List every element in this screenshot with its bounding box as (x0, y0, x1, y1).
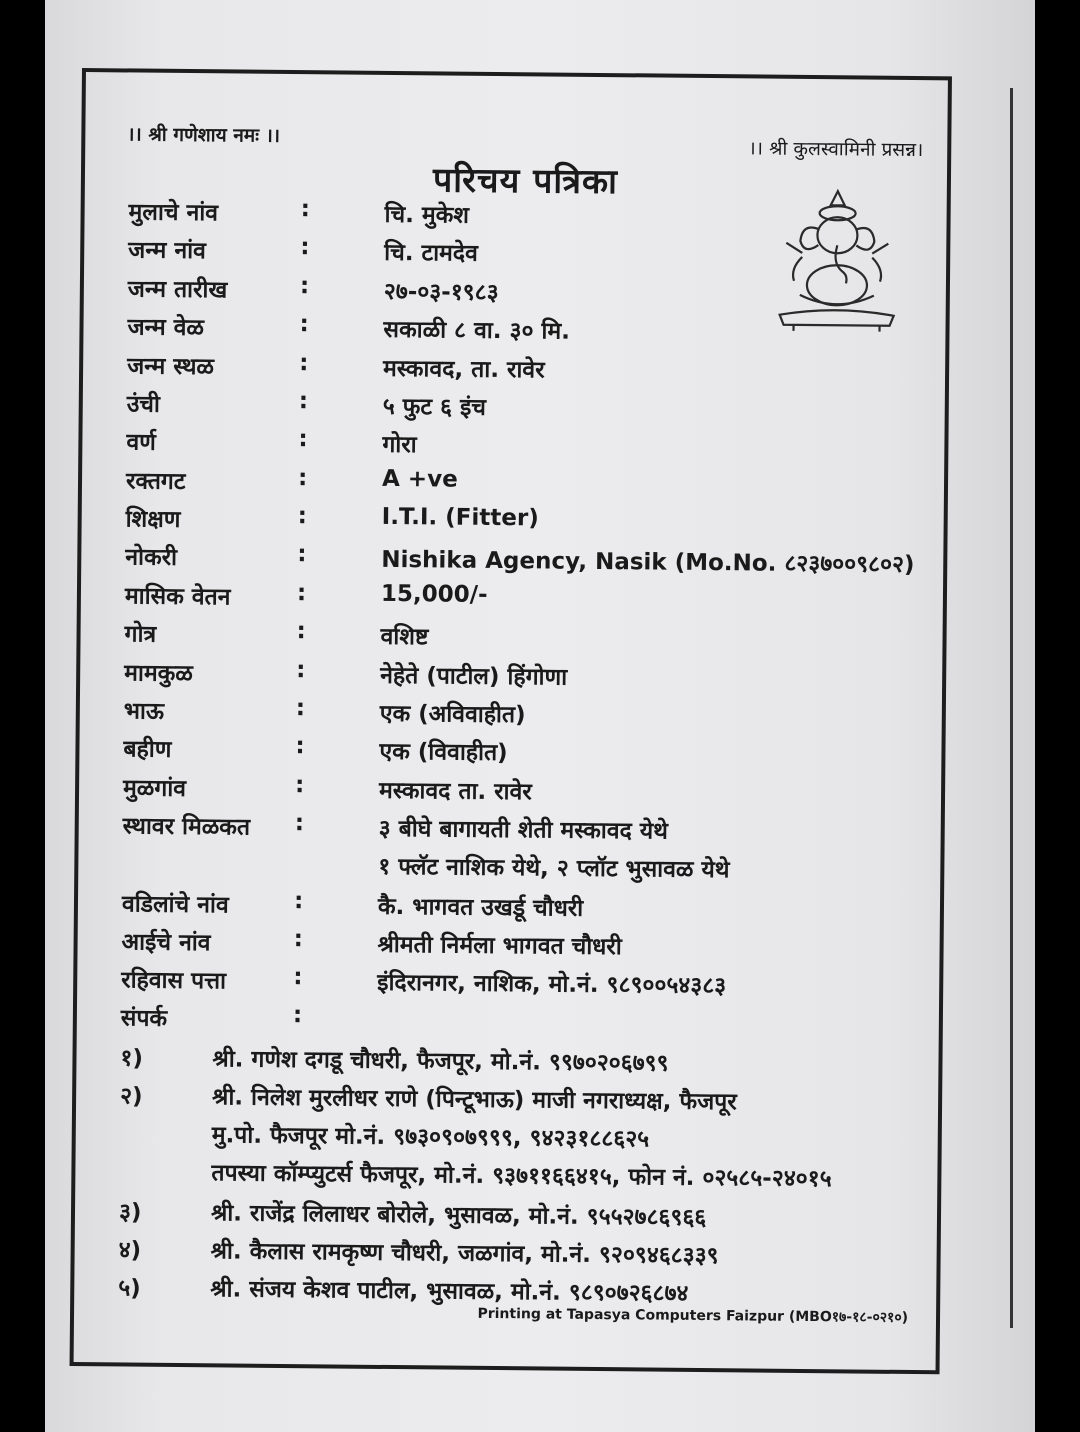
row-value: नेहेते (पाटील) हिंगोणा (380, 662, 568, 691)
colon: : (299, 350, 309, 377)
row-label: मासिक वेतन (124, 583, 231, 611)
page-title: परिचय पत्रिका (432, 160, 619, 203)
row-label: वर्ण (126, 429, 156, 456)
row-value: ५ फुट ६ इंच (382, 393, 487, 421)
row-label: बहीण (123, 736, 172, 763)
colon: : (297, 541, 307, 568)
contact-number: २) (120, 1083, 143, 1110)
colon: : (299, 311, 309, 338)
row-value: २७-०३-१९८३ (383, 278, 499, 307)
ganesha-icon (771, 183, 902, 334)
colon: : (293, 964, 303, 991)
contact-number: १) (120, 1045, 144, 1072)
row-value: 15,000/- (380, 580, 488, 608)
colon: : (295, 733, 305, 760)
colon: : (293, 888, 304, 915)
row-label: वडिलांचे नांव (121, 891, 229, 919)
row-value: सकाळी ८ वा. ३० मि. (383, 316, 571, 345)
row-label: गोत्र (124, 621, 157, 648)
row-value: चि. टामदेव (384, 239, 478, 267)
row-label: भाऊ (123, 698, 165, 725)
row-label: जन्म स्थळ (127, 353, 215, 381)
row-label: मामकुळ (124, 660, 193, 688)
colon: : (298, 388, 309, 415)
row-value: मस्कावद ता. रावेर (378, 777, 532, 806)
row-label: आईचे नांव (121, 929, 211, 957)
row-label: शिक्षण (125, 506, 181, 533)
blessing-right: ।। श्री कुलस्वामिनी प्रसन्न। (748, 137, 924, 162)
row-label: रहिवास पत्ता (121, 967, 227, 995)
row-value: वशिष्ट (380, 623, 429, 651)
row-label: रक्तगट (125, 468, 186, 496)
colon: : (300, 234, 310, 261)
colon: : (296, 580, 307, 607)
adjacent-page-edge (1010, 88, 1013, 1328)
row-value: कै. भागवत उखर्डू चौधरी (377, 893, 584, 922)
colon: : (296, 618, 306, 645)
colon: : (298, 426, 308, 453)
row-value: एक (अविवाहीत) (379, 700, 526, 729)
contact-number: ४) (118, 1237, 142, 1264)
contact-text: श्री. गणेश दगडू चौधरी, फैजपूर, मो.नं. ९९७०२०६७९९ (212, 1046, 669, 1077)
contact-number: ३) (118, 1199, 142, 1226)
colon: : (292, 1002, 303, 1029)
row-value: गोरा (382, 431, 417, 459)
row-label: नोकरी (125, 544, 178, 571)
row-label: जन्म वेळ (127, 314, 205, 342)
colon: : (295, 695, 306, 722)
row-label: जन्म तारीख (127, 276, 228, 304)
colon: : (297, 465, 308, 492)
row-label: स्थावर मिळकत (122, 813, 251, 841)
contact-text: श्री. राजेंद्र लिलाधर बोरोले, भुसावळ, मो.नं. ९५५२७८६९६६ (210, 1200, 707, 1232)
row-value: ३ बीघे बागायती शेती मस्कावद येथे (378, 815, 668, 845)
row-value: श्रीमती निर्मला भागवत चौधरी (377, 931, 622, 961)
contact-text: श्री. निलेश मुरलीधर राणे (पिन्टूभाऊ) माजी नगराध्यक्ष, फैजपूर (212, 1084, 737, 1116)
colon: : (294, 810, 305, 837)
row-label: मुळगांव (122, 775, 187, 803)
contact-number: ५) (118, 1275, 141, 1302)
row-value: चि. मुकेश (384, 201, 470, 229)
row-value: I.T.I. (Fitter) (381, 503, 539, 532)
row-value: एक (विवाहीत) (379, 738, 508, 767)
colon: : (296, 657, 306, 684)
blessing-left: ।। श्री गणेशाय नमः ।। (127, 123, 281, 147)
row-label: उंची (126, 391, 161, 418)
contact-text: श्री. कैलास रामकृष्ण चौधरी, जळगांव, मो.नं. ९२०९४६८३३९ (210, 1238, 719, 1270)
row-value: Nishika Agency, Nasik (Mo.No. ८२३७००९८०२) (381, 546, 915, 579)
row-value-continued: १ फ्लॅट नाशिक येथे, २ प्लॉट भुसावळ येथे (378, 853, 730, 884)
colon: : (297, 503, 308, 530)
printer-credit: Printing at Tapasya Computers Faizpur (MBO१७-१८-०२१०) (477, 1305, 909, 1326)
row-label: मुलाचे नांव (128, 199, 219, 227)
colon: : (293, 926, 303, 953)
row-value: A +ve (381, 465, 458, 493)
colon: : (295, 772, 305, 799)
colon: : (300, 196, 310, 223)
row-label: संपर्क (120, 1005, 168, 1032)
row-label: जन्म नांव (128, 237, 207, 265)
contact-text: श्री. संजय केशव पाटील, भुसावळ, मो.नं. ९८९०७२६८७४ (210, 1276, 689, 1307)
biodata-card (70, 68, 952, 1374)
contact-continued: मु.पो. फैजपूर मो.नं. ९७३०९०७९९९, ९४२३१८८६२५ (211, 1122, 650, 1153)
colon: : (299, 273, 310, 300)
row-value: इंदिरानगर, नाशिक, मो.नं. ९८९००५४३८३ (377, 969, 727, 1000)
contact-continued: तपस्या कॉम्प्युटर्स फैजपूर, मो.नं. ९३७११६६४१५, फोन नं. ०२५८५-२४०१५ (211, 1160, 832, 1193)
row-value: मस्कावद, ता. रावेर (383, 355, 545, 384)
